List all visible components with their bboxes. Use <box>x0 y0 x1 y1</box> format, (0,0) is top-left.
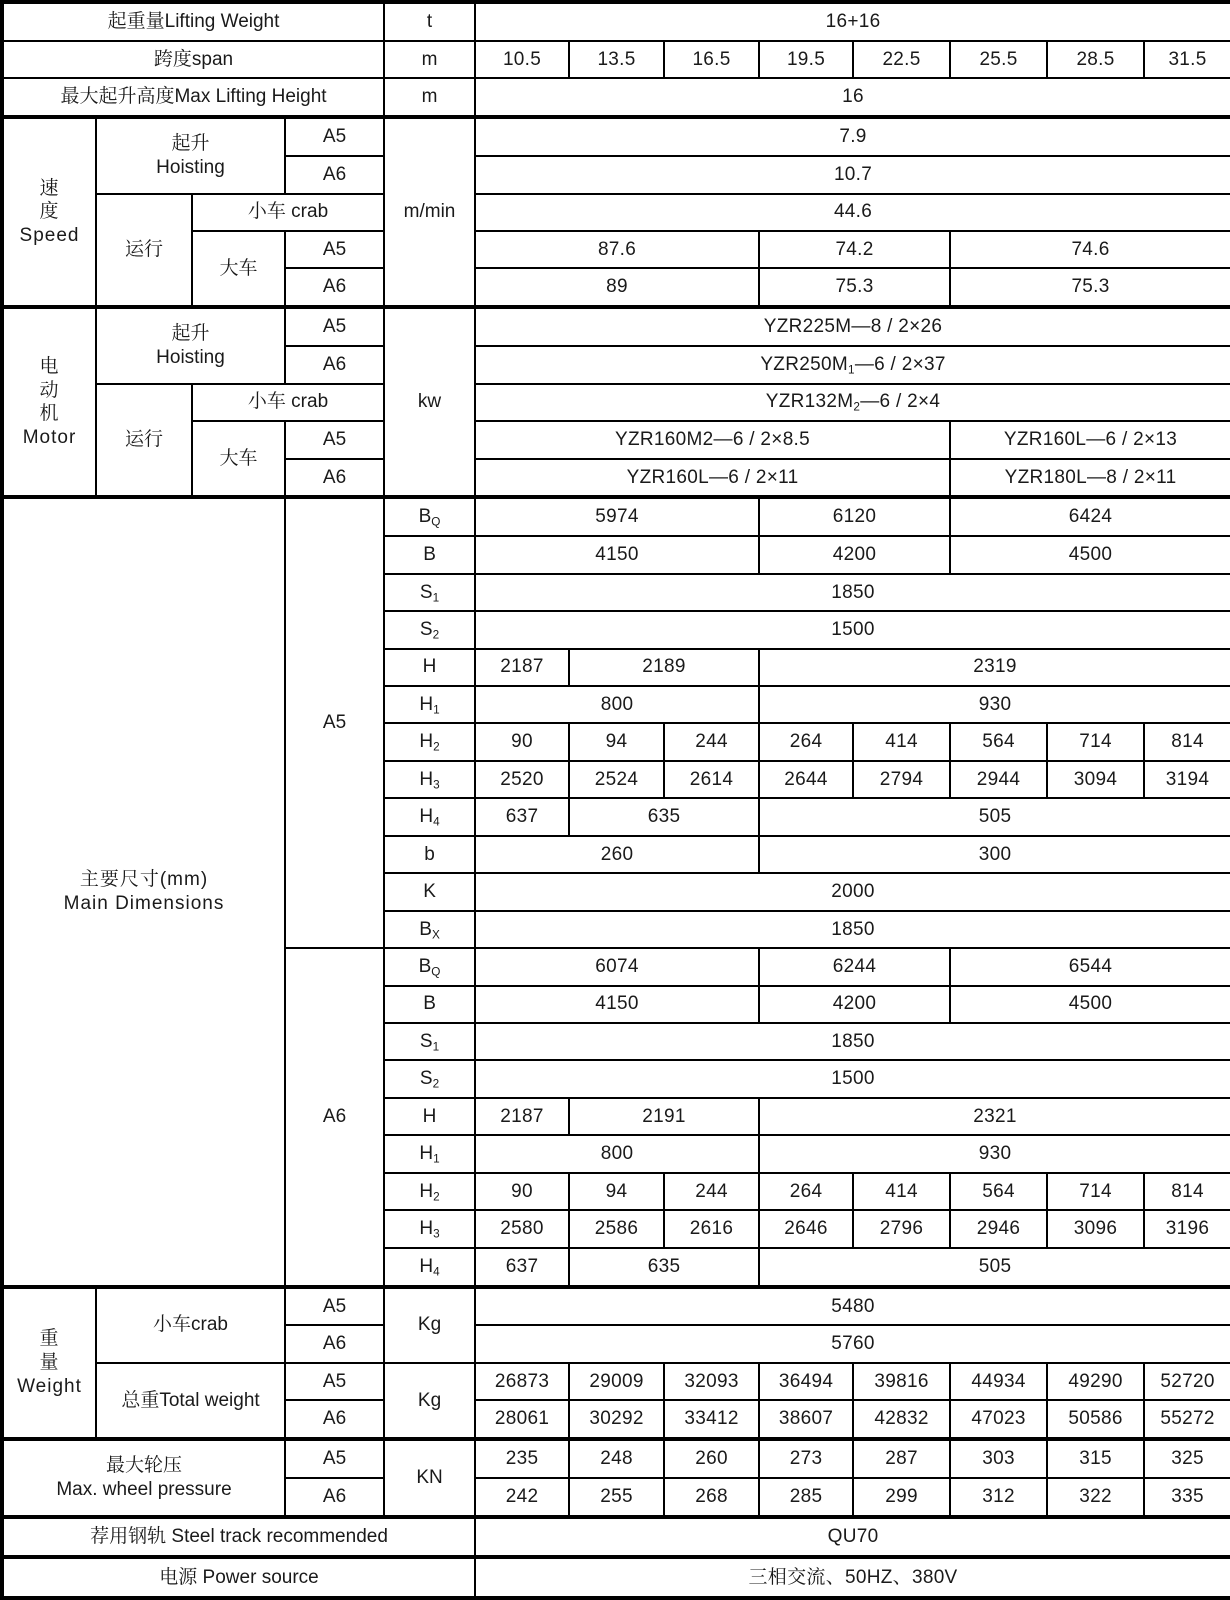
table-row <box>2 1439 1230 1478</box>
dimension-label-cell: K <box>384 873 475 910</box>
value-cell: 268 <box>664 1478 759 1517</box>
value-cell: 2319 <box>759 649 1230 686</box>
value-cell: 3194 <box>1144 761 1230 798</box>
value-cell: $YZR132M_2—6 / 2\times 4$ <box>475 384 1230 421</box>
value-cell: 814 <box>1144 1173 1230 1210</box>
value-cell: 2321 <box>759 1098 1230 1135</box>
value-cell: 2796 <box>853 1210 950 1247</box>
dimension-label-cell: $S_2$ <box>384 611 475 648</box>
value-cell: 814 <box>1144 723 1230 760</box>
value-cell: 2189 <box>569 649 759 686</box>
value-cell: 2000 <box>475 873 1230 910</box>
duty-class-cell: A6 <box>285 1325 384 1362</box>
row-label-cell: 跨度span <box>2 41 384 78</box>
unit-cell: Kg <box>384 1287 475 1363</box>
value-cell: 19.5 <box>759 41 853 78</box>
value-cell: 30292 <box>569 1400 664 1439</box>
value-cell: 325 <box>1144 1439 1230 1478</box>
duty-class-cell: A5 <box>285 307 384 346</box>
section-header-cell: 重 量 Weight <box>2 1287 96 1440</box>
value-cell: 315 <box>1047 1439 1144 1478</box>
value-cell: 22.5 <box>853 41 950 78</box>
row-label-cell: 运行 <box>96 194 192 308</box>
value-cell: 31.5 <box>1144 41 1230 78</box>
row-label-cell: 最大起升高度Max Lifting Height <box>2 78 384 117</box>
dimension-label-cell: $H_2$ <box>384 723 475 760</box>
value-cell: 564 <box>950 1173 1047 1210</box>
table-row <box>2 497 1230 536</box>
unit-cell: KN <box>384 1439 475 1517</box>
dimension-label-cell: $H_1$ <box>384 686 475 723</box>
value-cell: 47023 <box>950 1400 1047 1439</box>
value-cell: 242 <box>475 1478 569 1517</box>
value-cell: 303 <box>950 1439 1047 1478</box>
value-cell: 300 <box>759 836 1230 873</box>
value-cell: 4500 <box>950 536 1230 573</box>
value-cell: 3094 <box>1047 761 1144 798</box>
row-label-cell: 小车 crab <box>192 384 384 421</box>
dimension-label-cell: $S_2$ <box>384 1060 475 1097</box>
duty-class-cell: A5 <box>285 421 384 458</box>
value-cell: 414 <box>853 723 950 760</box>
section-header-cell: 速 度 Speed <box>2 117 96 307</box>
value-cell: 52720 <box>1144 1363 1230 1400</box>
value-cell: 2646 <box>759 1210 853 1247</box>
table-row <box>2 78 1230 117</box>
value-cell: YZR225M—8 / 2×26 <box>475 307 1230 346</box>
value-cell: 2187 <box>475 649 569 686</box>
value-cell: 13.5 <box>569 41 664 78</box>
unit-cell: m/min <box>384 117 475 307</box>
value-cell: 505 <box>759 798 1230 835</box>
value-cell: 5760 <box>475 1325 1230 1362</box>
value-cell: 3096 <box>1047 1210 1144 1247</box>
unit-cell: m <box>384 78 475 117</box>
value-cell: 7.9 <box>475 117 1230 156</box>
duty-class-cell: A6 <box>285 268 384 307</box>
value-cell: 25.5 <box>950 41 1047 78</box>
unit-cell: m <box>384 41 475 78</box>
value-cell: 89 <box>475 268 759 307</box>
duty-class-cell: A6 <box>285 1478 384 1517</box>
value-cell: 1500 <box>475 611 1230 648</box>
table-row <box>2 41 1230 78</box>
unit-cell: Kg <box>384 1363 475 1439</box>
duty-class-cell: A5 <box>285 117 384 156</box>
value-cell: 90 <box>475 723 569 760</box>
value-cell: 5480 <box>475 1287 1230 1326</box>
value-cell: 244 <box>664 1173 759 1210</box>
value-cell: 10.5 <box>475 41 569 78</box>
value-cell: 564 <box>950 723 1047 760</box>
value-cell: 2614 <box>664 761 759 798</box>
value-cell: 2794 <box>853 761 950 798</box>
table-row <box>2 384 1230 421</box>
value-cell: 6074 <box>475 948 759 985</box>
section-header-cell: 主要尺寸(mm) Main Dimensions <box>2 497 285 1286</box>
value-cell: 312 <box>950 1478 1047 1517</box>
unit-cell: kw <box>384 307 475 497</box>
value-cell: YZR160M2—6 / 2×8.5 <box>475 421 950 458</box>
value-cell: 75.3 <box>950 268 1230 307</box>
dimension-label-cell: $H_1$ <box>384 1135 475 1172</box>
value-cell: 264 <box>759 1173 853 1210</box>
table-row <box>2 1517 1230 1557</box>
value-cell: 5974 <box>475 497 759 536</box>
value-cell: 2944 <box>950 761 1047 798</box>
value-cell: 6544 <box>950 948 1230 985</box>
value-cell: 4200 <box>759 536 950 573</box>
dimension-label-cell: $H_4$ <box>384 1248 475 1287</box>
value-cell: 6244 <box>759 948 950 985</box>
duty-class-cell: A5 <box>285 1439 384 1478</box>
value-cell: 1850 <box>475 911 1230 948</box>
value-cell: 74.6 <box>950 231 1230 268</box>
row-label-cell: 大车 <box>192 421 285 497</box>
value-cell: 38607 <box>759 1400 853 1439</box>
table-row <box>2 1363 1230 1400</box>
row-label-cell: 起重量Lifting Weight <box>2 2 384 41</box>
value-cell: 930 <box>759 686 1230 723</box>
table-row <box>2 1557 1230 1598</box>
value-cell: 248 <box>569 1439 664 1478</box>
value-cell: 2586 <box>569 1210 664 1247</box>
value-cell: 44934 <box>950 1363 1047 1400</box>
value-cell: 800 <box>475 686 759 723</box>
value-cell: 16.5 <box>664 41 759 78</box>
row-label-cell: 起升 Hoisting <box>96 307 285 383</box>
row-label-cell: 小车 crab <box>192 194 384 231</box>
value-cell: 2580 <box>475 1210 569 1247</box>
value-cell: YZR160L—6 / 2×13 <box>950 421 1230 458</box>
value-cell: QU70 <box>475 1517 1230 1557</box>
dimension-label-cell: H <box>384 1098 475 1135</box>
value-cell: 2616 <box>664 1210 759 1247</box>
value-cell: 273 <box>759 1439 853 1478</box>
value-cell: 264 <box>759 723 853 760</box>
section-header-cell: 电 动 机 Motor <box>2 307 96 497</box>
value-cell: 87.6 <box>475 231 759 268</box>
value-cell: 26873 <box>475 1363 569 1400</box>
dimension-label-cell: B <box>384 986 475 1023</box>
value-cell: 1850 <box>475 1023 1230 1060</box>
value-cell: 90 <box>475 1173 569 1210</box>
value-cell: 74.2 <box>759 231 950 268</box>
value-cell: 三相交流、50HZ、380V <box>475 1557 1230 1598</box>
duty-class-cell: A5 <box>285 497 384 948</box>
dimension-label-cell: $H_2$ <box>384 1173 475 1210</box>
duty-class-cell: A6 <box>285 1400 384 1439</box>
value-cell: 39816 <box>853 1363 950 1400</box>
dimension-label-cell: $B_X$ <box>384 911 475 948</box>
value-cell: 255 <box>569 1478 664 1517</box>
row-label-cell: 电源 Power source <box>2 1557 475 1598</box>
value-cell: 4150 <box>475 536 759 573</box>
dimension-label-cell: $H_4$ <box>384 798 475 835</box>
value-cell: 335 <box>1144 1478 1230 1517</box>
value-cell: 2191 <box>569 1098 759 1135</box>
value-cell: 637 <box>475 798 569 835</box>
value-cell: 50586 <box>1047 1400 1144 1439</box>
row-label-cell: 小车crab <box>96 1287 285 1363</box>
value-cell: 6424 <box>950 497 1230 536</box>
table-row <box>2 194 1230 231</box>
value-cell: 635 <box>569 798 759 835</box>
value-cell: 930 <box>759 1135 1230 1172</box>
value-cell: 33412 <box>664 1400 759 1439</box>
value-cell: 2187 <box>475 1098 569 1135</box>
value-cell: 4150 <box>475 986 759 1023</box>
value-cell: 637 <box>475 1248 569 1287</box>
value-cell: 94 <box>569 1173 664 1210</box>
value-cell: 3196 <box>1144 1210 1230 1247</box>
dimension-label-cell: H <box>384 649 475 686</box>
table-row <box>2 1287 1230 1326</box>
value-cell: YZR160L—6 / 2×11 <box>475 459 950 498</box>
dimension-label-cell: b <box>384 836 475 873</box>
value-cell: 285 <box>759 1478 853 1517</box>
value-cell: 322 <box>1047 1478 1144 1517</box>
row-label-cell: 大车 <box>192 231 285 307</box>
value-cell: 10.7 <box>475 156 1230 193</box>
value-cell: 4500 <box>950 986 1230 1023</box>
dimension-label-cell: $H_3$ <box>384 1210 475 1247</box>
value-cell: 1500 <box>475 1060 1230 1097</box>
row-label-cell: 最大轮压 Max. wheel pressure <box>2 1439 285 1517</box>
value-cell: 94 <box>569 723 664 760</box>
value-cell: 1850 <box>475 574 1230 611</box>
value-cell: 55272 <box>1144 1400 1230 1439</box>
value-cell: 16 <box>475 78 1230 117</box>
value-cell: 800 <box>475 1135 759 1172</box>
row-label-cell: 总重Total weight <box>96 1363 285 1439</box>
dimension-label-cell: $H_3$ <box>384 761 475 798</box>
value-cell: 714 <box>1047 723 1144 760</box>
duty-class-cell: A6 <box>285 156 384 193</box>
table-row <box>2 307 1230 346</box>
value-cell: $YZR250M_1—6 / 2\times 37$ <box>475 346 1230 383</box>
dimension-label-cell: B <box>384 536 475 573</box>
value-cell: 29009 <box>569 1363 664 1400</box>
value-cell: 28.5 <box>1047 41 1144 78</box>
duty-class-cell: A6 <box>285 346 384 383</box>
unit-cell: t <box>384 2 475 41</box>
value-cell: 6120 <box>759 497 950 536</box>
value-cell: 2946 <box>950 1210 1047 1247</box>
value-cell: 414 <box>853 1173 950 1210</box>
value-cell: 505 <box>759 1248 1230 1287</box>
duty-class-cell: A5 <box>285 231 384 268</box>
duty-class-cell: A6 <box>285 948 384 1286</box>
value-cell: 36494 <box>759 1363 853 1400</box>
value-cell: 299 <box>853 1478 950 1517</box>
value-cell: 287 <box>853 1439 950 1478</box>
dimension-label-cell: $B_Q$ <box>384 948 475 985</box>
duty-class-cell: A5 <box>285 1287 384 1326</box>
value-cell: 2644 <box>759 761 853 798</box>
value-cell: YZR180L—8 / 2×11 <box>950 459 1230 498</box>
value-cell: 49290 <box>1047 1363 1144 1400</box>
value-cell: 714 <box>1047 1173 1144 1210</box>
value-cell: 42832 <box>853 1400 950 1439</box>
value-cell: 2524 <box>569 761 664 798</box>
value-cell: 260 <box>475 836 759 873</box>
duty-class-cell: A6 <box>285 459 384 498</box>
value-cell: 235 <box>475 1439 569 1478</box>
row-label-cell: 运行 <box>96 384 192 498</box>
value-cell: 75.3 <box>759 268 950 307</box>
value-cell: 2520 <box>475 761 569 798</box>
table-row <box>2 2 1230 41</box>
value-cell: 260 <box>664 1439 759 1478</box>
row-label-cell: 起升 Hoisting <box>96 117 285 193</box>
value-cell: 32093 <box>664 1363 759 1400</box>
value-cell: 16+16 <box>475 2 1230 41</box>
duty-class-cell: A5 <box>285 1363 384 1400</box>
value-cell: 44.6 <box>475 194 1230 231</box>
table-row <box>2 117 1230 156</box>
dimension-label-cell: $B_Q$ <box>384 497 475 536</box>
row-label-cell: 荐用钢轨 Steel track recommended <box>2 1517 475 1557</box>
value-cell: 4200 <box>759 986 950 1023</box>
value-cell: 244 <box>664 723 759 760</box>
dimension-label-cell: $S_1$ <box>384 1023 475 1060</box>
value-cell: 635 <box>569 1248 759 1287</box>
dimension-label-cell: $S_1$ <box>384 574 475 611</box>
spec-table-body <box>2 2 1230 1598</box>
value-cell: 28061 <box>475 1400 569 1439</box>
